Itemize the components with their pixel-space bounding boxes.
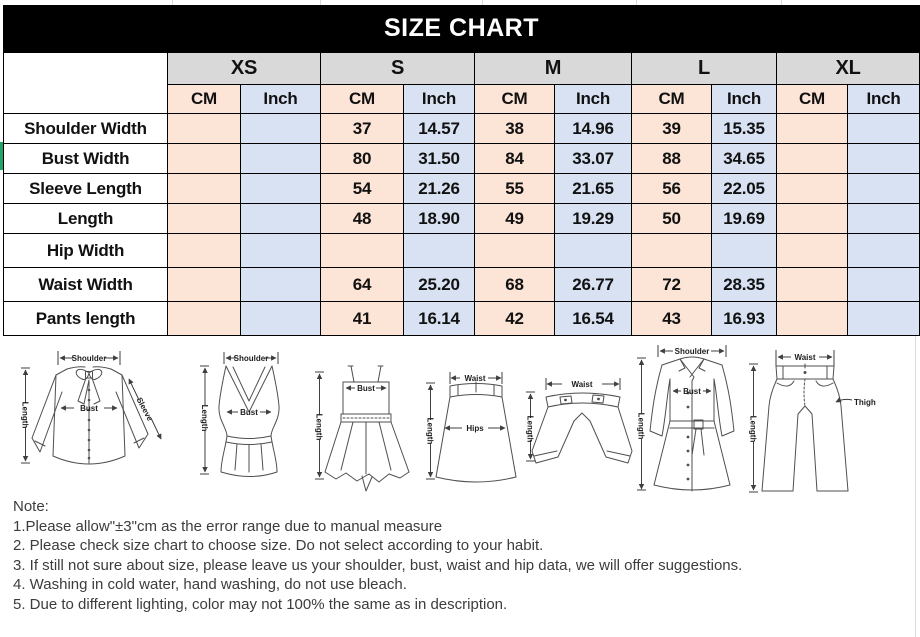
- unit-header-inch[interactable]: Inch: [712, 85, 777, 114]
- table-row: [4, 234, 920, 268]
- table-cell[interactable]: 50: [632, 204, 712, 234]
- blouse-diagram: [16, 346, 188, 496]
- blouse-bust-label: Bust: [80, 404, 98, 413]
- table-cell[interactable]: 37: [321, 114, 404, 144]
- coat-diagram: [636, 343, 750, 497]
- note-line-3: 3. If still not sure about size, please leave us your shoulder, bust, waist and hip data, we will offer suggestions.: [13, 556, 743, 574]
- table-cell[interactable]: [848, 174, 920, 204]
- size-table-body: [4, 114, 920, 336]
- shorts-waist-label: Waist: [571, 380, 593, 389]
- table-cell[interactable]: 43: [632, 302, 712, 336]
- table-cell[interactable]: 16.14: [404, 302, 475, 336]
- table-cell[interactable]: 80: [321, 144, 404, 174]
- unit-header-cm[interactable]: CM: [475, 85, 555, 114]
- table-cell[interactable]: 25.20: [404, 268, 475, 302]
- skirt-hips-label: Hips: [466, 424, 484, 433]
- table-row: [4, 302, 920, 336]
- table-cell[interactable]: [241, 234, 321, 268]
- size-header-m[interactable]: M: [475, 53, 632, 85]
- table-cell[interactable]: 55: [475, 174, 555, 204]
- table-cell[interactable]: [712, 234, 777, 268]
- table-cell[interactable]: 41: [321, 302, 404, 336]
- notes-title: Note:: [13, 498, 49, 515]
- cami-bust-label: Bust: [357, 384, 375, 393]
- table-cell[interactable]: [168, 174, 241, 204]
- pants-thigh-label: Thigh: [854, 398, 876, 407]
- table-cell[interactable]: 68: [475, 268, 555, 302]
- table-cell[interactable]: [848, 114, 920, 144]
- table-cell[interactable]: 39: [632, 114, 712, 144]
- table-cell[interactable]: 14.96: [555, 114, 632, 144]
- pants-diagram: [748, 348, 878, 502]
- table-cell[interactable]: [848, 302, 920, 336]
- row-label[interactable]: Shoulder Width: [4, 114, 168, 144]
- table-cell[interactable]: 14.57: [404, 114, 475, 144]
- table-cell[interactable]: [777, 174, 848, 204]
- table-row: [4, 174, 920, 204]
- gridline: [915, 336, 916, 637]
- row-label[interactable]: Length: [4, 204, 168, 234]
- corner-cell[interactable]: [4, 53, 168, 114]
- table-cell[interactable]: [848, 268, 920, 302]
- table-cell[interactable]: [848, 204, 920, 234]
- unit-header-inch[interactable]: Inch: [848, 85, 920, 114]
- table-cell[interactable]: [168, 114, 241, 144]
- note-line-4: 4. Washing in cold water, hand washing, do not use bleach.: [13, 576, 407, 593]
- unit-header-inch[interactable]: Inch: [555, 85, 632, 114]
- unit-header-inch[interactable]: Inch: [241, 85, 321, 114]
- table-cell[interactable]: 26.77: [555, 268, 632, 302]
- table-row: [4, 268, 920, 302]
- table-cell[interactable]: [168, 234, 241, 268]
- table-cell[interactable]: [321, 234, 404, 268]
- table-cell[interactable]: 49: [475, 204, 555, 234]
- table-cell[interactable]: 33.07: [555, 144, 632, 174]
- table-cell[interactable]: 42: [475, 302, 555, 336]
- table-cell[interactable]: [168, 204, 241, 234]
- skirt-length-label: Length: [425, 417, 435, 445]
- table-cell[interactable]: 54: [321, 174, 404, 204]
- page-title: SIZE CHART: [384, 14, 539, 42]
- table-cell[interactable]: 21.65: [555, 174, 632, 204]
- table-cell[interactable]: [777, 144, 848, 174]
- unit-header-cm[interactable]: CM: [777, 85, 848, 114]
- table-cell[interactable]: [168, 144, 241, 174]
- coat-bust-label: Bust: [683, 387, 701, 396]
- table-cell[interactable]: 22.05: [712, 174, 777, 204]
- table-cell[interactable]: 48: [321, 204, 404, 234]
- table-cell[interactable]: 64: [321, 268, 404, 302]
- row-label[interactable]: Sleeve Length: [4, 174, 168, 204]
- title-bar: [3, 5, 920, 52]
- table-cell[interactable]: [241, 114, 321, 144]
- shorts-length-label: Length: [525, 415, 535, 443]
- size-header-xl[interactable]: XL: [777, 53, 920, 85]
- table-row: [4, 144, 920, 174]
- table-cell[interactable]: [241, 302, 321, 336]
- size-chart-table: [3, 52, 920, 336]
- shorts-diagram: [525, 376, 639, 478]
- table-cell[interactable]: 15.35: [712, 114, 777, 144]
- table-cell[interactable]: [555, 234, 632, 268]
- table-cell[interactable]: [777, 302, 848, 336]
- table-cell[interactable]: 84: [475, 144, 555, 174]
- table-cell[interactable]: [241, 174, 321, 204]
- blouse-sleeve-label: Sleeve: [134, 395, 155, 423]
- table-cell[interactable]: [848, 234, 920, 268]
- blouse-shoulder-label: Shoulder: [71, 354, 107, 363]
- note-line-1: 1.Please allow"±3"cm as the error range due to manual measure: [13, 517, 443, 535]
- table-cell[interactable]: 18.90: [404, 204, 475, 234]
- coat-shoulder-label: Shoulder: [674, 347, 710, 356]
- table-cell[interactable]: 72: [632, 268, 712, 302]
- table-cell[interactable]: 31.50: [404, 144, 475, 174]
- table-cell[interactable]: [404, 234, 475, 268]
- row-label[interactable]: Bust Width: [4, 144, 168, 174]
- table-cell[interactable]: 19.69: [712, 204, 777, 234]
- table-row: [4, 114, 920, 144]
- skirt-waist-label: Waist: [464, 374, 486, 383]
- row-label[interactable]: Pants length: [4, 302, 168, 336]
- table-cell[interactable]: [777, 268, 848, 302]
- cami-length-label: Length: [314, 413, 324, 441]
- row-label[interactable]: Hip Width: [4, 234, 168, 268]
- table-cell[interactable]: [777, 234, 848, 268]
- tank-shoulder-label: Shoulder: [233, 354, 269, 363]
- table-cell[interactable]: [241, 144, 321, 174]
- table-cell[interactable]: 88: [632, 144, 712, 174]
- table-cell[interactable]: [632, 234, 712, 268]
- table-row: [4, 204, 920, 234]
- blouse-length-label: Length: [20, 401, 30, 429]
- notes-section: [13, 497, 742, 614]
- table-cell[interactable]: [777, 204, 848, 234]
- table-cell[interactable]: 56: [632, 174, 712, 204]
- row-label[interactable]: Waist Width: [4, 268, 168, 302]
- note-line-5: 5. Due to different lighting, color may not 100% the same as in description.: [13, 595, 508, 613]
- unit-header-cm[interactable]: CM: [632, 85, 712, 114]
- unit-header-inch[interactable]: Inch: [404, 85, 475, 114]
- coat-length-label: Length: [636, 412, 646, 440]
- tank-top-diagram: [196, 348, 302, 494]
- table-cell[interactable]: 28.35: [712, 268, 777, 302]
- tank-bust-label: Bust: [240, 408, 258, 417]
- table-cell[interactable]: [848, 144, 920, 174]
- tank-length-label: Length: [200, 404, 209, 432]
- table-cell[interactable]: 34.65: [712, 144, 777, 174]
- table-cell[interactable]: [241, 204, 321, 234]
- table-cell[interactable]: [168, 268, 241, 302]
- table-cell[interactable]: 19.29: [555, 204, 632, 234]
- table-cell[interactable]: [241, 268, 321, 302]
- cami-dress-diagram: [312, 360, 426, 500]
- size-header-s[interactable]: S: [321, 53, 475, 85]
- size-header-xs[interactable]: XS: [168, 53, 321, 85]
- unit-header-cm[interactable]: CM: [321, 85, 404, 114]
- skirt-diagram: [425, 370, 527, 494]
- table-cell[interactable]: [168, 302, 241, 336]
- table-cell[interactable]: 16.93: [712, 302, 777, 336]
- note-line-2: 2. Please check size chart to choose size. Do not select according to your habit.: [13, 537, 544, 554]
- table-cell[interactable]: 16.54: [555, 302, 632, 336]
- table-cell[interactable]: [475, 234, 555, 268]
- table-cell[interactable]: [777, 114, 848, 144]
- unit-header-cm[interactable]: CM: [168, 85, 241, 114]
- table-cell[interactable]: 38: [475, 114, 555, 144]
- table-cell[interactable]: 21.26: [404, 174, 475, 204]
- pants-waist-label: Waist: [794, 353, 816, 362]
- size-header-row: [4, 53, 920, 85]
- pants-length-label: Length: [748, 415, 758, 443]
- size-header-l[interactable]: L: [632, 53, 777, 85]
